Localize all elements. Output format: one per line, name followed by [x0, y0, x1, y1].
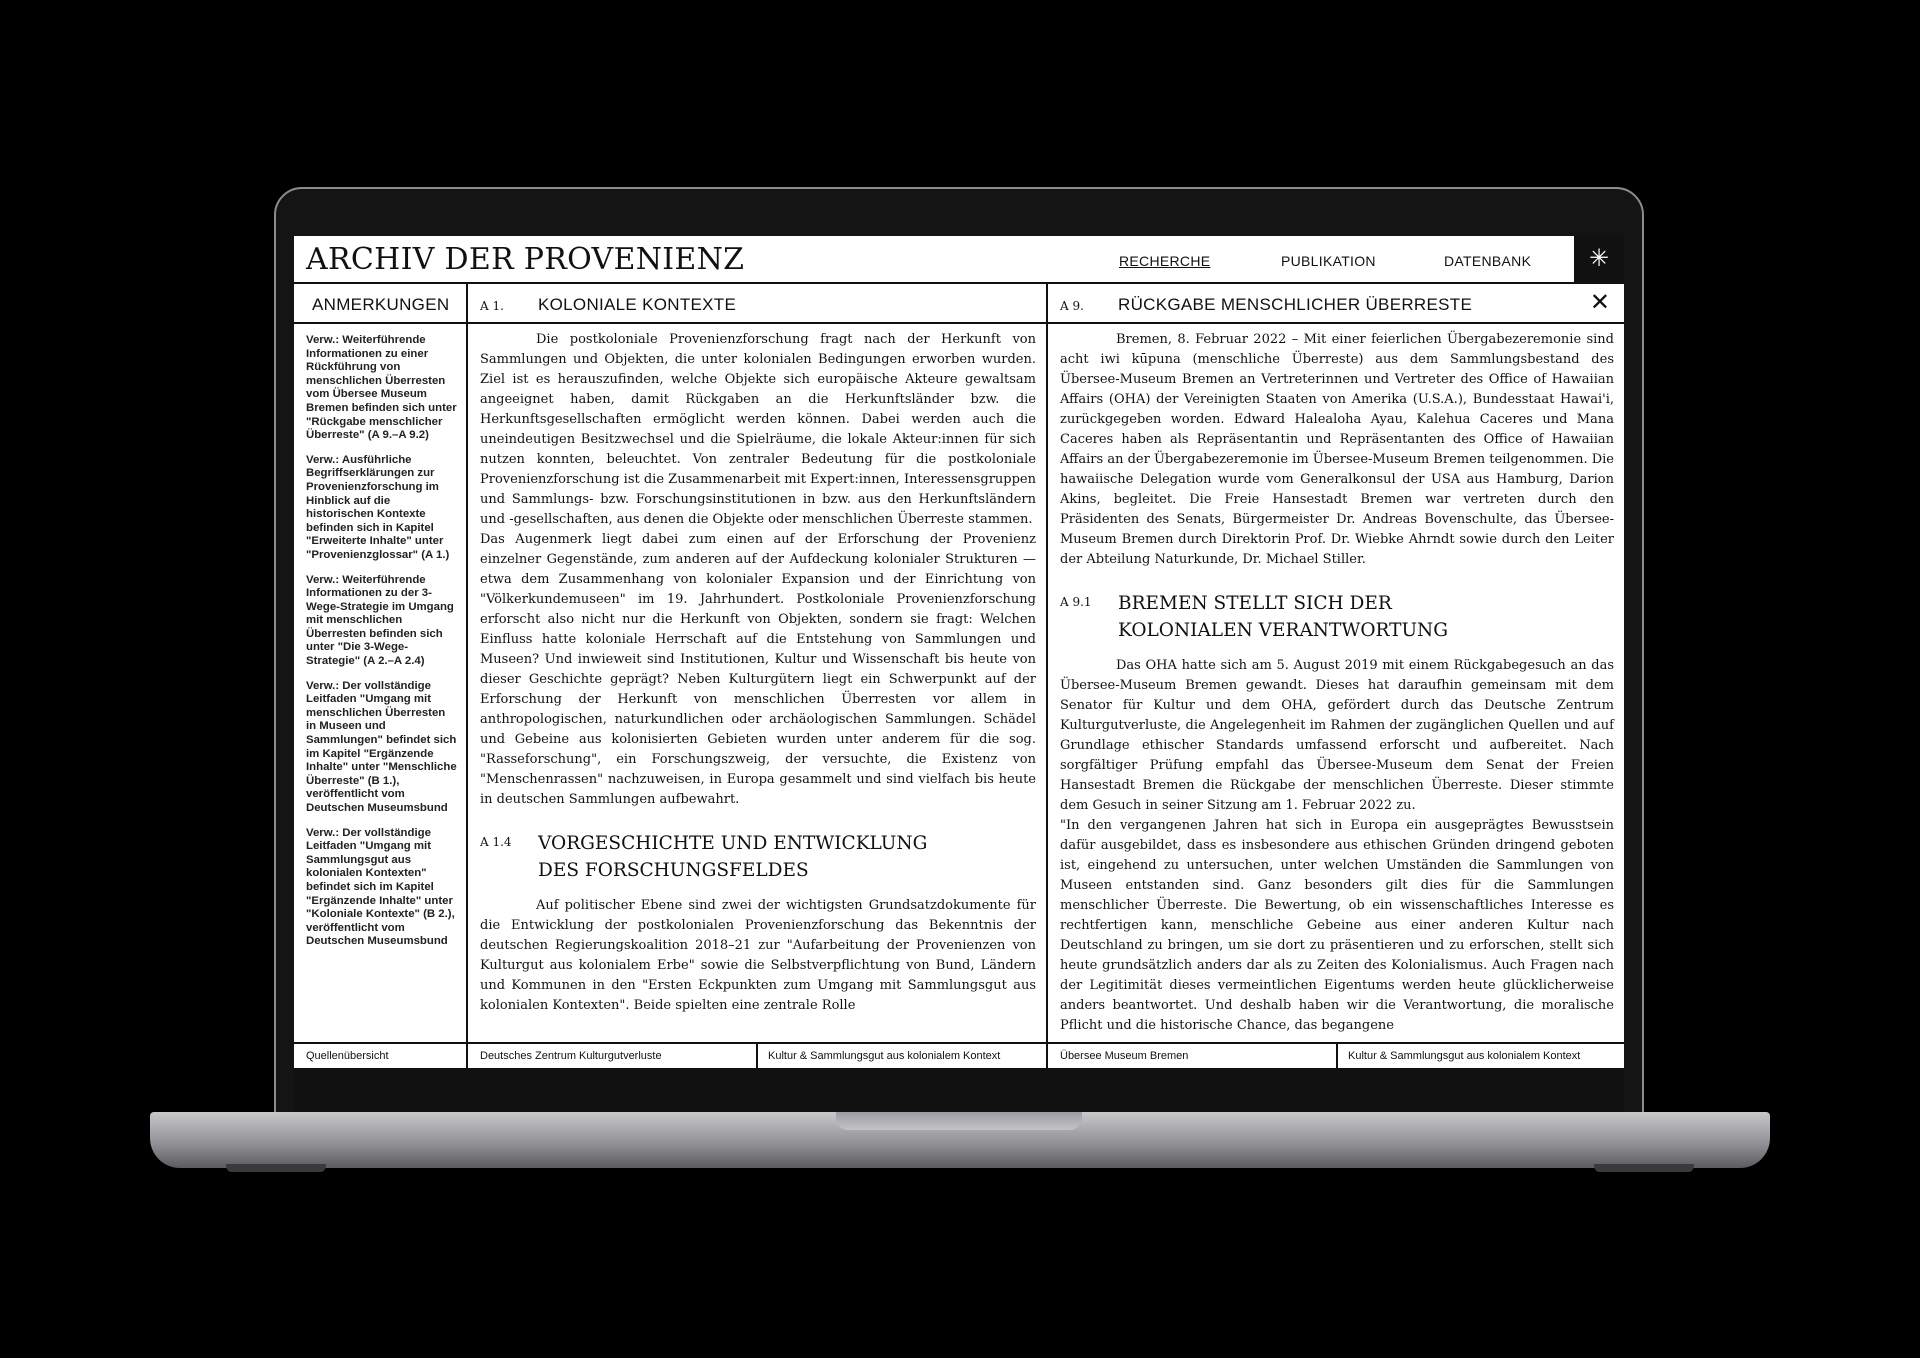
a9-title: RÜCKGABE MENSCHLICHER ÜBERRESTE — [1118, 295, 1473, 314]
screen — [294, 236, 1624, 1068]
asterisk-icon[interactable]: ✳ — [1574, 236, 1624, 284]
note-item[interactable]: Verw.: Weiterführende Informationen zu der 3-Wege-Strategie im Umgang mit menschlichen Überresten befinden sich unter "Die 3-Wege-Strategie" (A 2.–A 2.4) — [306, 573, 454, 668]
note-item[interactable]: Verw.: Weiterführende Informationen zu einer Rückführung von menschlichen Überresten vom Übersee Museum Bremen befinden sich unter "Rückgabe menschlicher Überreste" (A 9.–A 9.2) — [306, 334, 457, 442]
a9-number: A 9. — [1060, 299, 1084, 313]
site-title[interactable]: ARCHIV DER PROVENIENZ — [306, 242, 745, 277]
nav-datenbank[interactable]: DATENBANK — [1444, 253, 1532, 269]
subsection-title: VORGESCHICHTE UND ENTWICKLUNG — [538, 833, 928, 854]
notes-column — [294, 284, 468, 1068]
a1-footer — [468, 1042, 1046, 1068]
paragraph: Das Augenmerk liegt dabei zum einen auf der Erforschung der Provenienz einzelner Gegenstände, zum anderen auf der Aufdeckung kolonialer Strukturen — etwa dem Zusammenhang von kolonialer Expansion und der Einrichtung von "Völkerkundemuseen" im 19. Jahrhundert. Postkoloniale Provenienzforschung erforscht also nicht nur die Herkunft von Objekten, sondern sie fragt: Welchen Einfluss hatte koloniale Herrschaft auf die Entstehung von Sammlungen und Museen? Und inwieweit sind Institutionen, Kultur und Wissenschaft bis heute von dieser Geschichte geprägt? Neben Kulturgütern liegt ein Schwerpunkt auf der Erforschung der Herkunft von menschlichen Überresten vor allem in anthropologischen, naturkundlichen oder archäologischen Sammlungen. Schädel und Gebeine aus kolonisierten Gebieten wurden unter anderem für die sog. "Rasseforschung", ein Forschungszweig, der versuchte, die Existenz von "Menschenrassen" nachzuweisen, in Europa gesammelt und sind vielfach bis heute in deutschen Sammlungen aufbewahrt. — [480, 532, 1036, 807]
a1-body — [468, 324, 1046, 1042]
source-link[interactable]: Kultur & Sammlungsgut aus kolonialem Kontext — [756, 1044, 1000, 1068]
a1-header — [468, 284, 1046, 324]
paragraph: Die postkoloniale Provenienzforschung fragt nach der Herkunft von Sammlungen und Objekten, die unter kolonialen Bedingungen erworben wurden. Ziel ist es herauszufinden, welche Objekte sich europäische Akteure gewaltsam angeeignet haben, damit Rückgaben an die Herkunftsländer bzw. die Herkunftsgesellschaften ermöglicht werden können. Dabei werden auch die uneindeutigen Besitzwechsel und die Spielräume, die lokale Akteur:innen für sich nutzen konnten, beleuchtet. Von zentraler Bedeutung für die postkoloniale Provenienzforschung ist die Zusammenarbeit mit Expert:innen, Interessensgruppen und Sammlungs- bzw. Forschungsinstitutionen in bzw. aus den Herkunftsländern und -gesellschaften, aus denen die Objekte oder menschlichen Überreste stammen. — [480, 332, 1036, 527]
subsection-number: A 1.4 — [480, 835, 512, 849]
laptop-foot — [226, 1164, 326, 1172]
a1-subheading — [480, 830, 1036, 884]
note-item[interactable]: Verw.: Der vollständige Leitfaden "Umgang mit Sammlungsgut aus kolonialen Kontexten" befindet sich im Kapitel "Ergänzende Inhalte" unter "Koloniale Kontexte" (B 2.), veröffentlicht vom Deutschen Museumsbund — [306, 826, 455, 948]
source-link[interactable]: Deutsches Zentrum Kulturgutverluste — [480, 1050, 662, 1062]
subsection-title: BREMEN STELLT SICH DER — [1118, 593, 1392, 614]
article-a1 — [468, 284, 1048, 1068]
nav-publikation[interactable]: PUBLIKATION — [1281, 253, 1376, 269]
paragraph: "In den vergangenen Jahren hat sich in Europa ein ausgeprägtes Bewusstsein dafür ausgebildet, dass es insbesondere aus ethischen Gründen dringend geboten ist, eingehend zu untersuchen, unter welchen Umständen die Sammlungen von Museen entstanden sind. Ganz besonders gilt dies für die Sammlungen menschlicher Überreste. Die Bewertung, ob ein wissenschaftliches Interesse es rechtfertigen kann, menschliche Gebeine aus einer anderen Kultur nach Deutschland zu bringen, um sie dort zu präsentieren und zu erforschen, stellt sich heute grundsätzlich anders dar als zu Zeiten des Kolonialismus. Auch Fragen nach der Legitimität dieses vermeintlichen Eigentums werden heute glücklicherweise anders beantwortet. Und deshalb haben wir die Verantwortung, die moralische Pflicht und die historische Chance, das begangene — [1060, 818, 1614, 1033]
a9-header — [1048, 284, 1624, 324]
paragraph: Bremen, 8. Februar 2022 – Mit einer feierlichen Übergabezeremonie sind acht iwi kūpuna (menschliche Überreste) aus dem Sammlungsbestand des Übersee-Museum Bremen an Vertreterinnen und Vertreter des Office of Hawaiian Affairs (OHA) der Vereinigten Staaten von Amerika (U.S.A.), Bundesstaat Hawai'i, zurückgegeben worden. Edward Halealoha Ayau, Kalehua Caceres und Mana Caceres haben als Repräsentantin und Repräsentanten des Office of Hawaiian Affairs an der Übergabezeremonie im Übersee-Museum Bremen teilgenommen. Die hawaiische Delegation wurde vom Generalkonsul der USA aus Hamburg, Darion Akins, begleitet. Die Freie Hansestadt Bremen war vertreten durch den Präsidenten des Senats, Bürgermeister Dr. Andreas Bovenschulte, das Übersee-Museum Bremen durch Direktorin Prof. Dr. Wiebke Ahrndt sowie durch den Leiter der Abteilung Naturkunde, Dr. Michael Stiller. — [1060, 332, 1614, 567]
nav-recherche[interactable]: RECHERCHE — [1119, 253, 1211, 269]
a1-title: KOLONIALE KONTEXTE — [538, 295, 737, 314]
paragraph: Auf politischer Ebene sind zwei der wichtigsten Grundsatzdokumente für die Entwicklung der postkolonialen Provenienzforschung das Bekenntnis der deutschen Regierungskoalition 2018–21 zur "Aufarbeitung der Provenienzen von Kulturgut aus kolonialem Erbe" sowie die Selbstverpflichtung von Bund, Ländern und Kommunen in den "Ersten Eckpunkten zum Umgang mit Sammlungsgut aus kolonialen Kontexten". Beide spielten eine zentrale Rolle — [480, 898, 1036, 1013]
paragraph: Das OHA hatte sich am 5. August 2019 mit einem Rückgabegesuch an das Übersee-Museum Bremen gewandt. Dieses hat daraufhin gemeinsam mit dem Senator für Kultur und dem OHA, gefördert durch das Deutsche Zentrum Kulturgutverluste, die Angelegenheit im Rahmen der zugänglichen Quellen und auf Grundlage ethischer Standards umfassend erforscht und aufbereitet. Nach sorgfältiger Prüfung empfahl das Übersee-Museum dem Senat der Freien Hansestadt Bremen die Rückgabe der menschlichen Überreste. Dieser stimmte dem Gesuch in seiner Sitzung am 1. Februar 2022 zu. — [1060, 658, 1614, 813]
a9-body — [1048, 324, 1624, 1042]
source-link[interactable]: Kultur & Sammlungsgut aus kolonialem Kontext — [1336, 1044, 1580, 1068]
subsection-title: KOLONIALEN VERANTWORTUNG — [1118, 620, 1449, 641]
a9-subheading — [1060, 590, 1614, 644]
subsection-title: DES FORSCHUNGSFELDES — [538, 860, 809, 881]
close-icon[interactable]: ✕ — [1589, 289, 1610, 316]
laptop-foot — [1594, 1164, 1694, 1172]
a9-footer — [1048, 1042, 1624, 1068]
article-a9 — [1048, 284, 1624, 1068]
subsection-number: A 9.1 — [1060, 595, 1092, 609]
notes-footer — [294, 1042, 466, 1068]
notes-header — [294, 284, 466, 324]
note-item[interactable]: Verw.: Ausführliche Begriffserklärungen zur Provenienzforschung im Hinblick auf die historischen Kontexte befinden sich in Kapitel "Erweiterte Inhalte" unter "Provenienzglossar" (A 1.) — [306, 453, 450, 561]
site-header — [294, 236, 1624, 284]
sources-overview-link[interactable]: Quellenübersicht — [306, 1050, 389, 1062]
screen-bezel — [294, 1068, 1624, 1114]
notes-title: ANMERKUNGEN — [312, 295, 450, 314]
note-item[interactable]: Verw.: Der vollständige Leitfaden "Umgang mit menschlichen Überresten in Museen und Sammlungen" befindet sich im Kapitel "Ergänzende Inhalte" unter "Menschliche Überreste" (B 1.), veröffentlicht vom Deutschen Museumsbund — [306, 679, 457, 814]
source-link[interactable]: Übersee Museum Bremen — [1060, 1050, 1189, 1062]
notes-list — [294, 324, 466, 1042]
a1-number: A 1. — [480, 299, 504, 313]
laptop-notch — [836, 1112, 1082, 1130]
